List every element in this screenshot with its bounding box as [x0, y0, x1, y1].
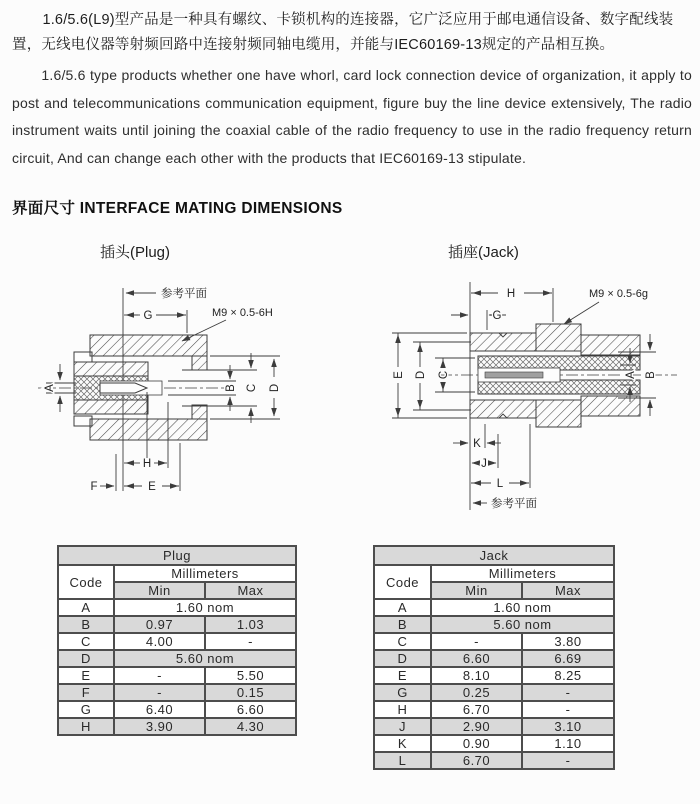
dim-label-c: C — [246, 383, 258, 393]
table-row — [374, 701, 614, 718]
table-row — [58, 650, 296, 667]
min-value-cell: 4.00 — [114, 633, 205, 650]
max-value-cell: 5.50 — [205, 667, 296, 684]
table-row — [58, 718, 296, 735]
front-shell-top — [470, 333, 536, 351]
max-value-cell: - — [522, 684, 614, 701]
code-cell: D — [58, 650, 114, 667]
table-row — [374, 599, 614, 616]
unit-header: Millimeters — [114, 565, 296, 582]
max-value-cell: 0.15 — [205, 684, 296, 701]
socket-contact-slot — [485, 372, 543, 378]
dim-label-h: H — [506, 288, 516, 300]
code-cell: D — [374, 650, 431, 667]
table-row — [374, 718, 614, 735]
thread-section-bottom — [536, 400, 581, 427]
unit-header: Millimeters — [431, 565, 614, 582]
min-value-cell: 0.90 — [431, 735, 522, 752]
max-header: Max — [522, 582, 614, 599]
dim-label-g: G — [143, 310, 153, 322]
cable-braid-bottom — [581, 396, 640, 416]
min-value-cell: 6.60 — [431, 650, 522, 667]
dim-label-e: E — [393, 371, 405, 379]
table-row — [374, 684, 614, 701]
code-cell: G — [58, 701, 114, 718]
min-header: Min — [114, 582, 205, 599]
max-value-cell: 4.30 — [205, 718, 296, 735]
plug-caption: 插头(Plug) — [100, 244, 171, 261]
code-header: Code — [374, 565, 431, 599]
min-value-cell: - — [114, 667, 205, 684]
code-cell: J — [374, 718, 431, 735]
min-value-cell: 2.90 — [431, 718, 522, 735]
jack-body — [470, 324, 640, 427]
dim-label-d: D — [269, 383, 281, 393]
code-cell: H — [374, 701, 431, 718]
plug-ref-plane-label: 参考平面 — [161, 288, 207, 300]
code-cell: E — [374, 667, 431, 684]
jack-thread-label: M9 × 0.5-6g — [589, 288, 649, 300]
table-row — [58, 701, 296, 718]
code-cell: G — [374, 684, 431, 701]
dim-label-b: B — [225, 384, 237, 392]
min-value-cell: 6.70 — [431, 752, 522, 769]
dim-label-f: F — [90, 481, 98, 493]
code-header: Code — [58, 565, 114, 599]
nominal-value-cell: 1.60 nom — [114, 599, 296, 616]
dim-label-c: C — [438, 370, 450, 380]
cable-braid-bottom — [74, 400, 148, 414]
code-cell: E — [58, 667, 114, 684]
max-value-cell: - — [522, 701, 614, 718]
code-cell: B — [374, 616, 431, 633]
dim-label-l: L — [496, 478, 504, 490]
jack-caption: 插座(Jack) — [448, 244, 519, 261]
code-cell: K — [374, 735, 431, 752]
plug-dimensions-table — [57, 545, 297, 736]
min-value-cell: 8.10 — [431, 667, 522, 684]
cable-jacket-top — [74, 352, 92, 362]
max-header: Max — [205, 582, 296, 599]
max-value-cell: 1.10 — [522, 735, 614, 752]
max-value-cell: - — [205, 633, 296, 650]
code-cell: A — [374, 599, 431, 616]
thread-section-top — [536, 324, 581, 351]
code-cell: B — [58, 616, 114, 633]
dim-label-b: B — [645, 371, 657, 379]
cable-braid-top — [74, 362, 148, 376]
min-value-cell: 6.40 — [114, 701, 205, 718]
dim-label-a: A — [44, 384, 56, 392]
dim-label-e: E — [148, 481, 156, 493]
min-value-cell: 3.90 — [114, 718, 205, 735]
jack-dimensions-table — [373, 545, 615, 770]
jack-ref-plane-label: 参考平面 — [491, 498, 537, 510]
table-row — [58, 633, 296, 650]
table-row — [58, 616, 296, 633]
nominal-value-cell: 5.60 nom — [431, 616, 614, 633]
min-header: Min — [431, 582, 522, 599]
shell-ring-top — [192, 356, 207, 370]
max-value-cell: 6.69 — [522, 650, 614, 667]
table-title: Plug — [58, 546, 296, 565]
table-row — [58, 684, 296, 701]
table-row — [58, 599, 296, 616]
shell-ring-bottom — [192, 405, 207, 419]
dim-label-g: G — [492, 310, 502, 322]
section-heading: 界面尺寸 INTERFACE MATING DIMENSIONS — [12, 200, 343, 217]
code-cell: C — [374, 633, 431, 650]
intro-paragraph-en: 1.6/5.6 type products whether one have whorl, card lock connection device of organization, it apply to post and telecommunications communication equipment, figure buy the line device extensively, The radio instrument waits until joining the coaxial cable of the radio frequency to use in the radio frequency return circuit, And can change each other with the products that IEC60169-13 stipulate. — [12, 67, 692, 166]
max-value-cell: - — [522, 752, 614, 769]
max-value-cell: 8.25 — [522, 667, 614, 684]
max-value-cell: 3.10 — [522, 718, 614, 735]
table-title: Jack — [374, 546, 614, 565]
code-cell: H — [58, 718, 114, 735]
max-value-cell: 1.03 — [205, 616, 296, 633]
min-value-cell: - — [431, 633, 522, 650]
max-value-cell: 6.60 — [205, 701, 296, 718]
dim-label-h: H — [142, 458, 152, 470]
table-row — [374, 633, 614, 650]
code-cell: L — [374, 752, 431, 769]
nominal-value-cell: 1.60 nom — [431, 599, 614, 616]
dim-label-j: J — [481, 458, 487, 470]
dim-label-a: A — [625, 371, 637, 379]
table-row — [374, 752, 614, 769]
front-shell-bottom — [470, 400, 536, 418]
table-row — [374, 667, 614, 684]
table-row — [374, 735, 614, 752]
intro-paragraph-zh: 1.6/5.6(L9)型产品是一种具有螺纹、卡锁机构的连接器，它广泛应用于邮电通信设备、数字配线装置，无线电仪器等射频回路中连接射频同轴电缆用，并能与IEC60169-13规定的产品相互换。 — [12, 12, 674, 53]
jack-section-drawing — [385, 272, 690, 522]
plug-body — [74, 335, 207, 440]
plug-section-drawing — [30, 280, 340, 515]
table-row — [374, 616, 614, 633]
shell-top — [90, 335, 207, 356]
dim-label-k: K — [473, 438, 481, 450]
min-value-cell: 0.25 — [431, 684, 522, 701]
code-cell: F — [58, 684, 114, 701]
code-cell: A — [58, 599, 114, 616]
max-value-cell: 3.80 — [522, 633, 614, 650]
min-value-cell: 6.70 — [431, 701, 522, 718]
nominal-value-cell: 5.60 nom — [114, 650, 296, 667]
dim-label-d: D — [415, 370, 427, 380]
table-row — [58, 667, 296, 684]
min-value-cell: 0.97 — [114, 616, 205, 633]
table-row — [374, 650, 614, 667]
code-cell: C — [58, 633, 114, 650]
shell-bottom — [90, 419, 207, 440]
min-value-cell: - — [114, 684, 205, 701]
cable-jacket-bottom — [74, 416, 92, 426]
plug-thread-label: M9 × 0.5-6H — [212, 307, 273, 319]
